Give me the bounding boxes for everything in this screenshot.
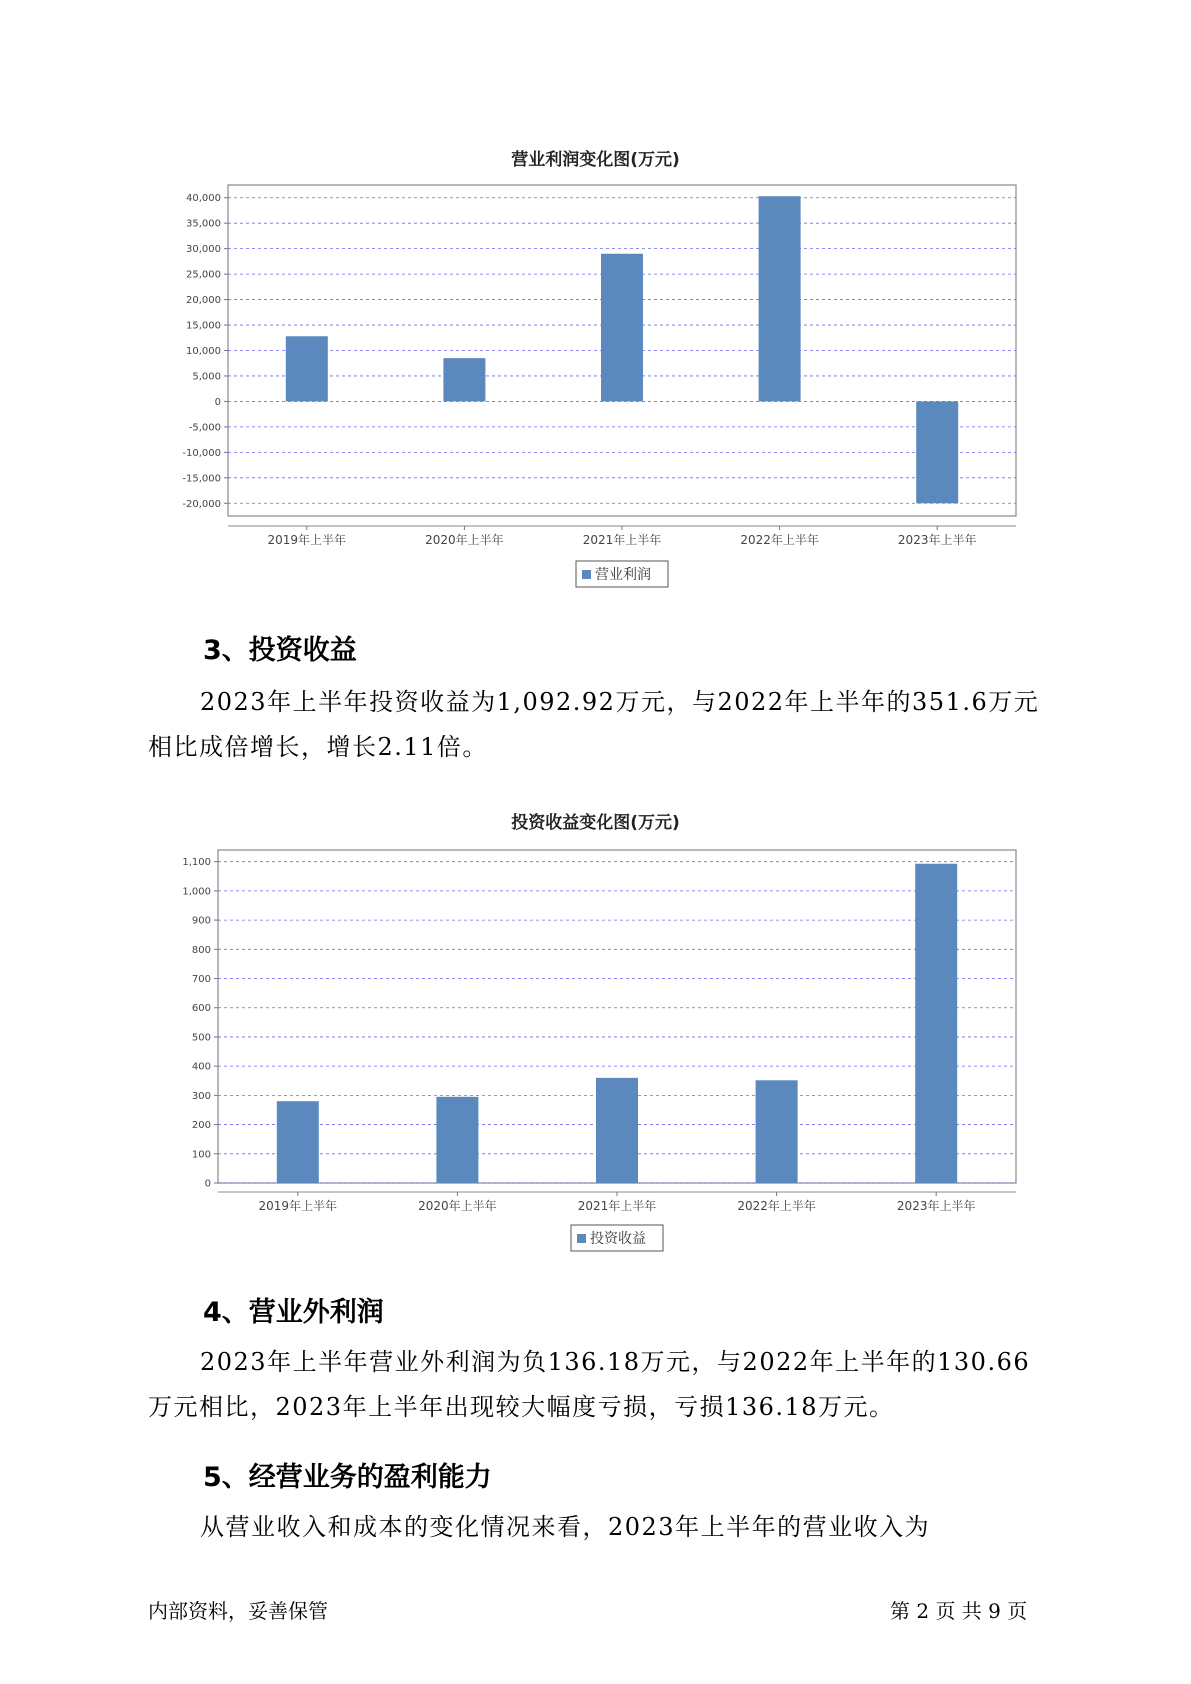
bar (286, 336, 328, 401)
paragraph-investment-income (148, 680, 1053, 770)
legend-swatch (582, 570, 591, 579)
footer-confidential-note: 内部资料，妥善保管 (148, 1599, 328, 1623)
paragraph-profitability (148, 1505, 1053, 1550)
y-tick-label: 15,000 (186, 320, 221, 332)
chart-investment-income (0, 835, 1191, 1255)
section-heading-non-operating-profit: 4、营业外利润 (203, 1297, 384, 1328)
y-tick-label: 900 (191, 915, 211, 927)
paragraph-line: 相比成倍增长，增长2.11倍。 (148, 733, 488, 761)
x-tick-label: 2019年上半年 (258, 1199, 338, 1213)
section-heading-profitability: 5、经营业务的盈利能力 (203, 1462, 492, 1493)
bar (443, 358, 485, 401)
x-tick-label: 2023年上半年 (897, 533, 977, 547)
paragraph-line: 2023年上半年营业外利润为负136.18万元，与2022年上半年的130.66 (200, 1348, 1031, 1376)
bar (601, 254, 643, 402)
chart-title-investment-income: 投资收益变化图(万元) (511, 813, 680, 833)
x-tick-label: 2020年上半年 (425, 533, 504, 547)
y-tick-label: -5,000 (188, 422, 221, 434)
y-tick-label: 300 (191, 1090, 211, 1102)
x-tick-label: 2021年上半年 (582, 533, 662, 547)
y-tick-label: 40,000 (186, 193, 221, 205)
y-tick-label: 1,000 (182, 886, 211, 898)
y-tick-label: 5,000 (192, 371, 221, 383)
y-tick-label: -20,000 (182, 498, 221, 510)
paragraph-line: 2023年上半年投资收益为1,092.92万元，与2022年上半年的351.6万元 (200, 688, 1040, 716)
y-tick-label: -10,000 (182, 447, 221, 459)
paragraph-line: 从营业收入和成本的变化情况来看，2023年上半年的营业收入为 (200, 1513, 931, 1541)
section-heading-investment-income: 3、投资收益 (203, 635, 357, 666)
y-tick-label: 200 (191, 1120, 211, 1132)
bar (759, 196, 801, 401)
bar (916, 401, 958, 503)
legend-label: 营业利润 (595, 567, 651, 583)
y-tick-label: 20,000 (186, 295, 221, 307)
y-tick-label: 700 (191, 974, 211, 986)
y-tick-label: 800 (191, 944, 211, 956)
x-tick-label: 2021年上半年 (577, 1199, 657, 1213)
x-tick-label: 2022年上半年 (737, 1199, 816, 1213)
footer-page-number: 第 2 页 共 9 页 (890, 1599, 1028, 1623)
y-tick-label: 0 (204, 1178, 211, 1190)
y-tick-label: 30,000 (186, 244, 221, 256)
y-tick-label: 500 (191, 1032, 211, 1044)
y-tick-label: 0 (214, 396, 221, 408)
legend-label: 投资收益 (590, 1231, 646, 1247)
y-tick-label: 10,000 (186, 346, 221, 357)
legend-swatch (577, 1234, 586, 1243)
x-tick-label: 2019年上半年 (267, 533, 347, 547)
y-tick-label: 25,000 (186, 269, 221, 281)
x-tick-label: 2023年上半年 (896, 1199, 976, 1213)
x-tick-label: 2020年上半年 (418, 1199, 497, 1213)
y-tick-label: 1,100 (182, 857, 211, 869)
y-tick-label: 100 (191, 1149, 211, 1161)
y-tick-label: 600 (191, 1003, 211, 1015)
bar (277, 1101, 319, 1183)
paragraph-non-operating-profit (148, 1340, 1053, 1430)
bar (915, 864, 957, 1183)
x-tick-label: 2022年上半年 (740, 533, 819, 547)
chart-operating-profit (0, 170, 1191, 600)
bar (756, 1080, 798, 1183)
chart-title-operating-profit: 营业利润变化图(万元) (511, 150, 680, 170)
y-tick-label: 400 (191, 1061, 211, 1073)
y-tick-label: -15,000 (182, 473, 221, 485)
paragraph-line: 万元相比，2023年上半年出现较大幅度亏损，亏损136.18万元。 (148, 1393, 895, 1421)
bar (436, 1097, 478, 1183)
y-tick-label: 35,000 (186, 218, 221, 230)
bar (596, 1078, 638, 1183)
